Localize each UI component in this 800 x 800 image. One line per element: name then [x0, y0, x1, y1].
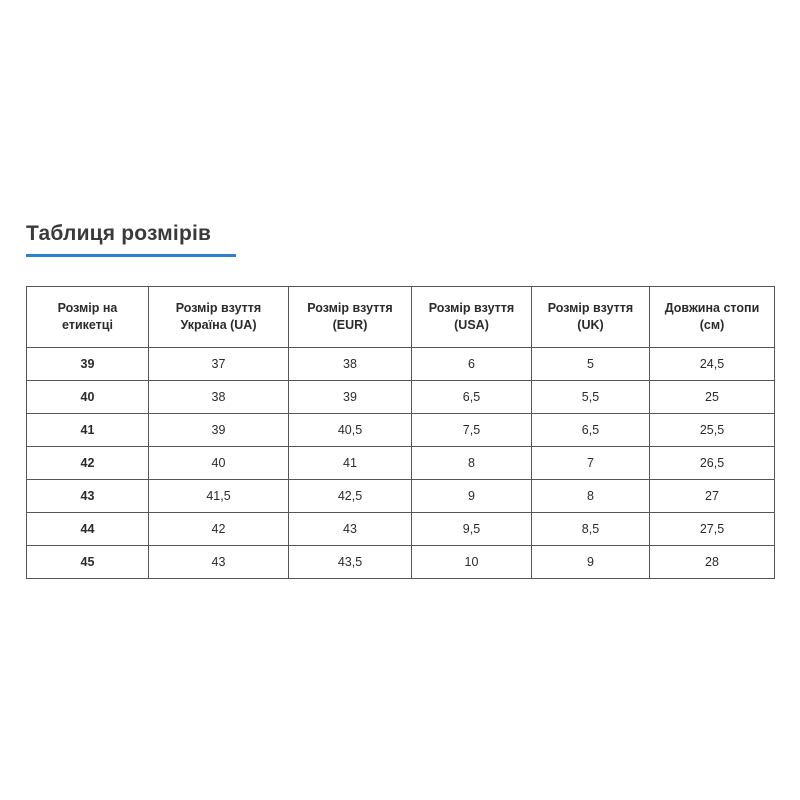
cell-label-size: 40 — [27, 381, 149, 414]
cell-foot-length: 26,5 — [650, 447, 775, 480]
cell-uk: 8 — [532, 480, 650, 513]
cell-ua: 38 — [149, 381, 289, 414]
cell-label-size: 43 — [27, 480, 149, 513]
page-title-block — [26, 222, 774, 257]
column-header-uk: Розмір взуття (UK) — [532, 287, 650, 348]
cell-uk: 9 — [532, 546, 650, 579]
size-table-body — [27, 348, 775, 579]
cell-uk: 5,5 — [532, 381, 650, 414]
table-header-row — [27, 287, 775, 348]
cell-foot-length: 28 — [650, 546, 775, 579]
cell-ua: 42 — [149, 513, 289, 546]
column-header-eur: Розмір взуття (EUR) — [289, 287, 412, 348]
cell-usa: 9 — [412, 480, 532, 513]
column-header-label-size: Розмір на етикетці — [27, 287, 149, 348]
table-row — [27, 480, 775, 513]
cell-eur: 41 — [289, 447, 412, 480]
column-header-usa: Розмір взуття (USA) — [412, 287, 532, 348]
cell-usa: 9,5 — [412, 513, 532, 546]
cell-eur: 40,5 — [289, 414, 412, 447]
size-table-head — [27, 287, 775, 348]
cell-foot-length: 27 — [650, 480, 775, 513]
cell-label-size: 41 — [27, 414, 149, 447]
cell-foot-length: 25,5 — [650, 414, 775, 447]
cell-ua: 40 — [149, 447, 289, 480]
cell-eur: 38 — [289, 348, 412, 381]
cell-ua: 37 — [149, 348, 289, 381]
page-title: Таблиця розмірів — [26, 222, 212, 245]
cell-uk: 6,5 — [532, 414, 650, 447]
cell-ua: 39 — [149, 414, 289, 447]
cell-eur: 42,5 — [289, 480, 412, 513]
cell-label-size: 45 — [27, 546, 149, 579]
table-row — [27, 513, 775, 546]
column-header-foot-length: Довжина стопи (см) — [650, 287, 775, 348]
table-row — [27, 414, 775, 447]
cell-uk: 8,5 — [532, 513, 650, 546]
cell-usa: 7,5 — [412, 414, 532, 447]
cell-uk: 5 — [532, 348, 650, 381]
cell-label-size: 44 — [27, 513, 149, 546]
title-underline — [26, 254, 236, 257]
table-row — [27, 381, 775, 414]
cell-ua: 43 — [149, 546, 289, 579]
cell-foot-length: 24,5 — [650, 348, 775, 381]
cell-eur: 43 — [289, 513, 412, 546]
table-row — [27, 546, 775, 579]
cell-ua: 41,5 — [149, 480, 289, 513]
cell-usa: 6,5 — [412, 381, 532, 414]
cell-usa: 10 — [412, 546, 532, 579]
cell-eur: 39 — [289, 381, 412, 414]
cell-uk: 7 — [532, 447, 650, 480]
cell-label-size: 42 — [27, 447, 149, 480]
size-table-container — [26, 286, 774, 579]
cell-label-size: 39 — [27, 348, 149, 381]
table-row — [27, 447, 775, 480]
cell-usa: 8 — [412, 447, 532, 480]
column-header-ua: Розмір взуття Україна (UA) — [149, 287, 289, 348]
table-row — [27, 348, 775, 381]
cell-foot-length: 27,5 — [650, 513, 775, 546]
cell-usa: 6 — [412, 348, 532, 381]
cell-eur: 43,5 — [289, 546, 412, 579]
size-table — [26, 286, 775, 579]
cell-foot-length: 25 — [650, 381, 775, 414]
